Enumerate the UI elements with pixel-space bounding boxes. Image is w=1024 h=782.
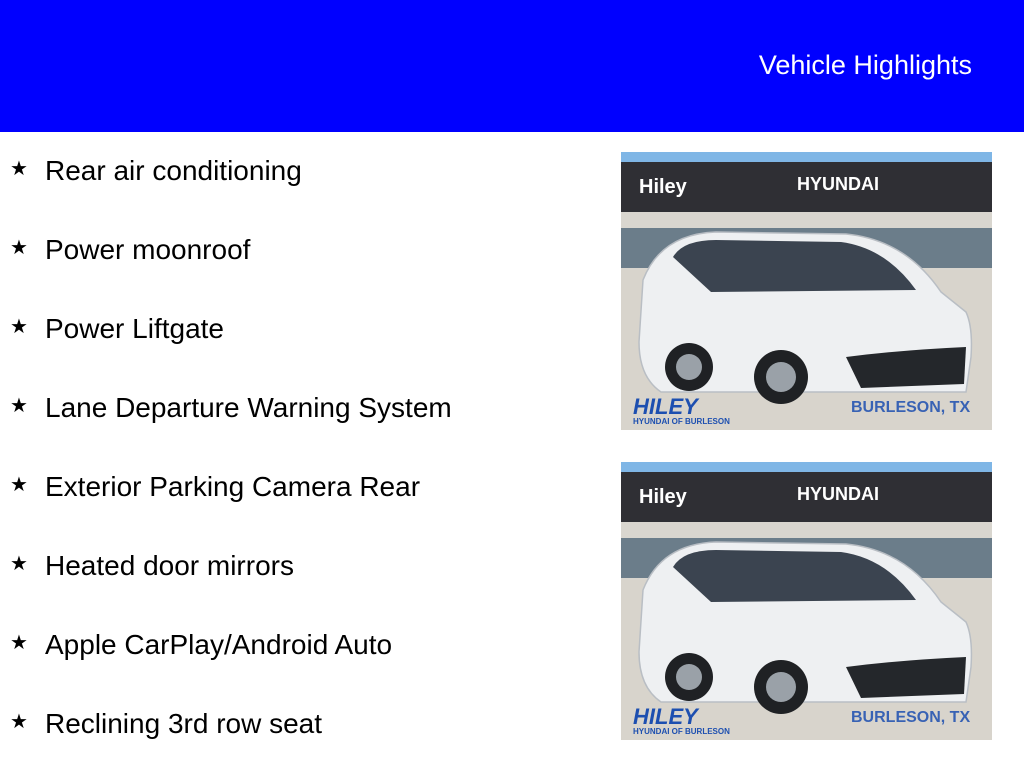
list-item [10, 545, 600, 624]
header-banner [0, 0, 1024, 132]
dealer-location-text: BURLESON, TX [851, 709, 971, 726]
vehicle-photo [621, 462, 992, 740]
list-item [10, 229, 600, 308]
feature-label: Power moonroof [45, 234, 251, 265]
page-title: Vehicle Highlights [758, 50, 972, 80]
star-icon: ★ [10, 235, 28, 259]
list-item [10, 703, 600, 782]
feature-label: Exterior Parking Camera Rear [45, 471, 421, 502]
list-item [10, 387, 600, 466]
feature-label: Power Liftgate [45, 313, 224, 344]
list-item [10, 466, 600, 545]
sign-right-text: HYUNDAI [797, 174, 880, 194]
dealer-logo-text: HILEY [633, 704, 698, 729]
star-icon: ★ [10, 551, 28, 575]
star-icon: ★ [10, 472, 28, 496]
list-item [10, 150, 600, 229]
star-icon: ★ [10, 156, 28, 180]
star-icon: ★ [10, 709, 28, 733]
sign-right-text: HYUNDAI [797, 484, 880, 504]
feature-list [10, 150, 600, 782]
list-item [10, 308, 600, 387]
star-icon: ★ [10, 630, 28, 654]
feature-label: Reclining 3rd row seat [45, 708, 323, 739]
dealer-logo-subtext: HYUNDAI OF BURLESON [633, 727, 730, 736]
feature-label: Lane Departure Warning System [45, 392, 452, 423]
star-icon: ★ [10, 393, 28, 417]
feature-label: Rear air conditioning [45, 155, 302, 186]
list-item [10, 624, 600, 703]
dealer-location-text: BURLESON, TX [851, 399, 971, 416]
feature-label: Apple CarPlay/Android Auto [45, 629, 393, 660]
dealer-logo-text: HILEY [633, 394, 698, 419]
sign-left-text: Hiley [639, 176, 687, 198]
star-icon: ★ [10, 314, 28, 338]
feature-label: Heated door mirrors [45, 550, 294, 581]
dealer-logo-subtext: HYUNDAI OF BURLESON [633, 417, 730, 426]
vehicle-photo [621, 152, 992, 430]
sign-left-text: Hiley [639, 486, 687, 508]
